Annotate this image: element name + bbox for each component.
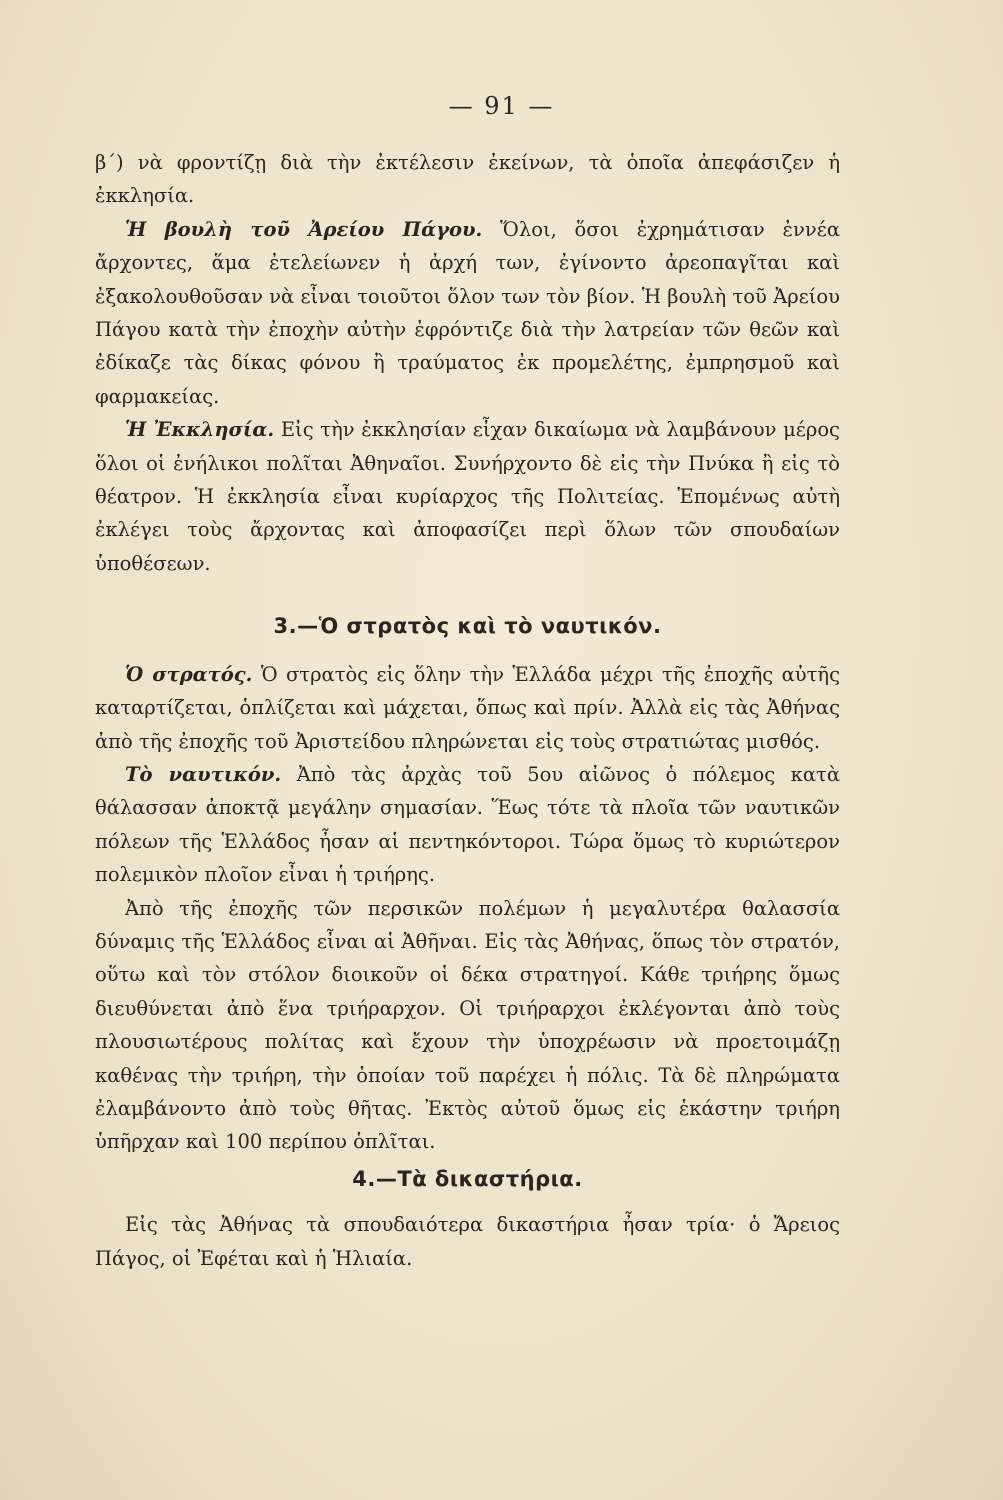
section-heading-army-navy: 3.—Ὁ στρατὸς καὶ τὸ ναυτικόν. [273, 614, 662, 639]
paragraph-athens-fleet: Ἀπὸ τῆς ἐποχῆς τῶν περσικῶν πολέμων ἡ μεγαλυτέρα θαλασσία δύναμις τῆς Ἑλλάδος εἶναι αἱ Ἀθῆναι. Εἰς τὰς Ἀθήνας, ὅπως τὸν στρατόν, οὕτω καὶ τὸν στόλον διοικοῦν οἱ δέκα στρατηγοί. Κάθε τριήρης ὅμως διευθύνεται ἀπὸ ἕνα τριήραρχον. Οἱ τριήραρχοι ἐκλέγονται ἀπὸ τοὺς πλουσιωτέρους πολίτας καὶ ἔχουν τὴν ὑποχρέωσιν νὰ προετοιμάζῃ καθένας τὴν τριήρη, τὴν ὁποίαν τοῦ παρέχει ἡ πόλις. Τὰ δὲ πληρώματα ἐλαμβάνοντο ἀπὸ τοὺς θῆτας. Ἐκτὸς αὐτοῦ ὅμως εἰς ἑκάστην τριήρη ὑπῆρχαν καὶ 100 περίπου ὁπλῖται. [95, 896, 840, 1154]
paragraph-courts: Εἰς τὰς Ἀθήνας τὰ σπουδαιότερα δικαστήρια ἦσαν τρία· ὁ Ἄρειος Πάγος, οἱ Ἐφέται καὶ ἡ Ἡλιαία. [95, 1213, 840, 1270]
paragraph-text: Εἰς τὴν ἐκκλησίαν εἶχαν δικαίωμα νὰ λαμβάνουν μέρος ὅλοι οἱ ἐνήλικοι πολῖται Ἀθηναῖοι. Συνήρχοντο δὲ εἰς τὴν Πνύκα ἢ εἰς τὸ θέατρον. Ἡ ἐκκλησία εἶναι κυρίαρχος τῆς Πολιτείας. Ἑπομένως αὐτὴ ἐκλέγει τοὺς ἄρχοντας καὶ ἀποφασίζει περὶ ὅλων τῶν σπουδαίων ὑποθέσεων. [95, 418, 840, 575]
paragraph-text: Ὁ στρατὸς εἰς ὅλην τὴν Ἑλλάδα μέχρι τῆς ἐποχῆς αὐτῆς καταρτίζεται, ὁπλίζεται καὶ μάχεται, ὅπως καὶ πρίν. Ἀλλὰ εἰς τὰς Ἀθήνας ἀπὸ τῆς ἐποχῆς τοῦ Ἀριστείδου πληρώνεται εἰς τοὺς στρατιώτας μισθός. [95, 662, 841, 753]
paragraph-areopagus [95, 213, 840, 413]
paragraph-text: Ἀπὸ τὰς ἀρχὰς τοῦ 5ου αἰῶνος ὁ πόλεμος κατὰ θάλασσαν ἀποκτᾷ μεγάλην σημασίαν. Ἕως τότε τὰ πλοῖα τῶν ναυτικῶν πόλεων τῆς Ἑλλάδος ἦσαν αἱ πεντηκόντοροι. Τώρα ὅμως τὸ κυριώτερον πολεμικὸν πλοῖον εἶναι ἡ τριήρης. [95, 762, 840, 887]
body-text [95, 146, 840, 1275]
term-areopagus: Ἡ βουλὴ τοῦ Ἀρείου Πάγου. [125, 217, 483, 241]
paragraph-army [95, 658, 840, 758]
term-army: Ὁ στρατός. [125, 662, 253, 686]
term-ekklesia: Ἡ Ἐκκλησία. [125, 418, 275, 442]
paragraph-navy [95, 758, 840, 892]
paragraph-text: Ὅλοι, ὅσοι ἐχρημάτισαν ἐννέα ἄρχοντες, ἅμα ἐτελείωνεν ἡ ἀρχή των, ἐγίνοντο ἀρεοπαγῖται καὶ ἐξακολουθοῦσαν νὰ εἶναι τοιοῦτοι ὅλον των τὸν βίον. Ἡ βουλὴ τοῦ Ἀρείου Πάγου κατὰ τὴν ἐποχὴν αὐτὴν ἐφρόντιζε διὰ τὴν λατρείαν τῶν θεῶν καὶ ἐδίκαζε τὰς δίκας φόνου ἢ τραύματος ἐκ προμελέτης, ἐμπρησμοῦ καὶ φαρμακείας. [95, 217, 840, 408]
page-number: — 91 — [448, 92, 555, 120]
paragraph-continuation: β΄) νὰ φροντίζῃ διὰ τὴν ἐκτέλεσιν ἐκείνων, τὰ ὁποῖα ἀπεφάσιζεν ἡ ἐκκλησία. [95, 151, 840, 208]
term-navy: Τὸ ναυτικόν. [125, 762, 282, 786]
paragraph-ekklesia [95, 413, 840, 580]
section-heading-courts: 4.—Τὰ δικαστήρια. [352, 1166, 583, 1191]
